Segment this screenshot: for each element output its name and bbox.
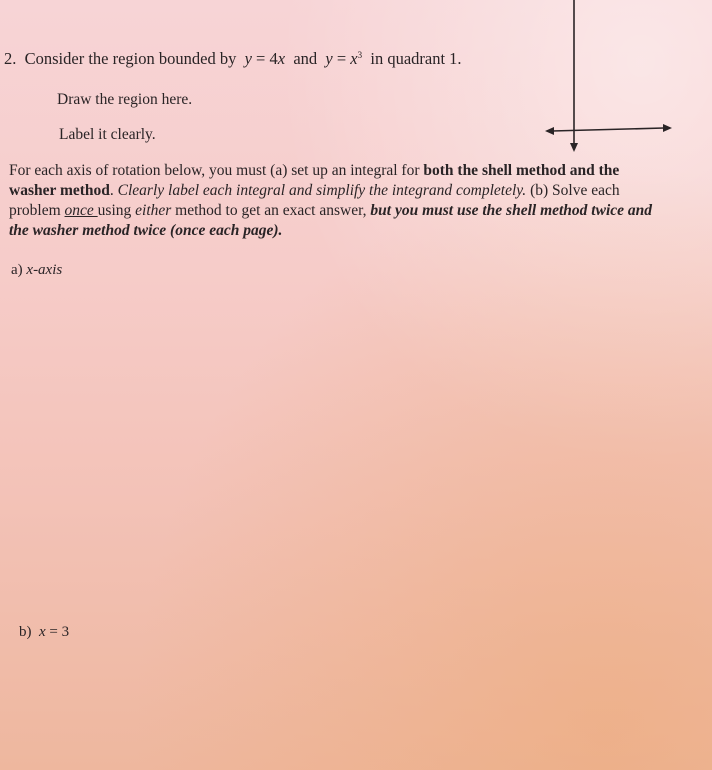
instr-l2-c: Clearly label each integral and simplify the integrand completely. [117, 182, 527, 199]
instructions-line-2 [9, 183, 620, 199]
eq2-lhs: y [325, 49, 333, 68]
label-instruction: Label it clearly. [59, 126, 156, 143]
instr-l2-d: (b) Solve each [526, 182, 620, 199]
instr-l1-a: For each axis of rotation below, you must (a) set up an integral for [9, 162, 420, 179]
eq1-rhs: = 4 [256, 49, 278, 68]
draw-instruction: Draw the region here. [57, 91, 193, 108]
eq1-lhs: y [244, 49, 252, 68]
part-a [11, 263, 62, 278]
instructions-line-1 [9, 163, 619, 179]
part-a-axis: x-axis [26, 262, 63, 278]
instr-l3-d: either [135, 202, 172, 219]
problem-statement [4, 51, 462, 68]
problem-text: Consider the region bounded by [24, 49, 237, 68]
eq2-equals: = [336, 49, 347, 68]
problem-number: 2. [4, 49, 17, 68]
instr-l3-b: once [64, 202, 98, 219]
eq2-var: x [350, 49, 358, 68]
eq1-var: x [277, 49, 286, 68]
instructions-line-3 [9, 203, 652, 219]
instr-l2-a: washer method [9, 182, 110, 199]
quadrant-text: in quadrant 1. [370, 49, 462, 68]
instr-l3-e: method to get an exact answer, [171, 202, 371, 219]
and-word: and [293, 49, 318, 68]
instr-l3-c: using [97, 202, 136, 219]
part-b [19, 625, 69, 640]
instructions-line-4: the washer method twice (once each page). [9, 222, 283, 239]
part-a-label: a) [11, 262, 23, 278]
coordinate-axes-icon [540, 0, 680, 160]
instr-l3-f: but you must use the shell method twice and [370, 202, 653, 219]
part-b-var: x [39, 624, 46, 640]
instr-l3-a: problem [9, 202, 65, 219]
instr-l2-b: . [109, 182, 118, 199]
part-b-value: = 3 [49, 624, 70, 640]
eq2-exponent: 3 [357, 50, 363, 60]
instr-l1-b: both the shell method and the [423, 162, 620, 179]
part-b-label: b) [19, 624, 32, 640]
